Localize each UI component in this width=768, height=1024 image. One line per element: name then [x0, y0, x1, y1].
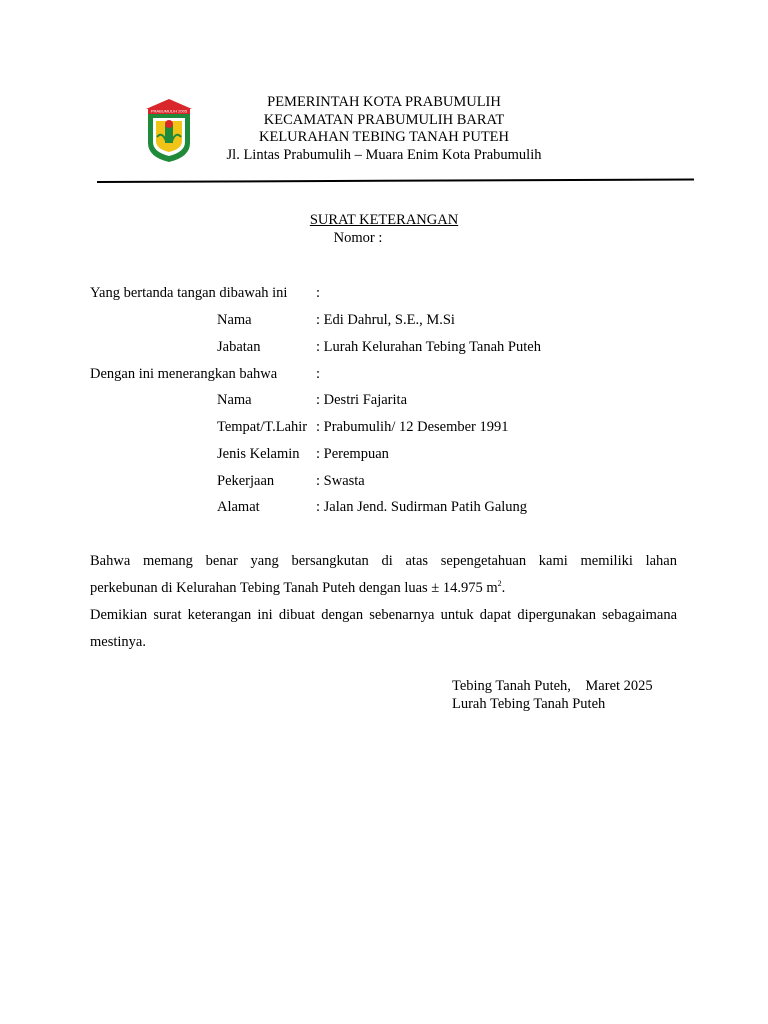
subject-intro-colon: :: [316, 366, 321, 382]
body-paragraph-1-line-2: perkebunan di Kelurahan Tebing Tanah Puteh dengan luas ± 14.975 m: [90, 580, 498, 596]
area-unit-superscript: 2: [497, 579, 502, 588]
closing-place-date: Tebing Tanah Puteh, Maret 2025: [452, 678, 653, 694]
letter-title: SURAT KETERANGAN: [309, 212, 459, 228]
body-paragraph-1: [90, 548, 677, 602]
subject-address-value: : Jalan Jend. Sudirman Patih Galung: [316, 499, 528, 515]
signer-name-value: : Edi Dahrul, S.E., M.Si: [316, 312, 455, 328]
closing-position: Lurah Tebing Tanah Puteh: [452, 696, 606, 712]
signer-intro-label: Yang bertanda tangan dibawah ini: [90, 285, 288, 301]
body-paragraph-2: Demikian surat keterangan ini dibuat dengan sebenarnya untuk dapat dipergunakan sebagaimana mestinya.: [90, 607, 677, 650]
letterhead-line-1: PEMERINTAH KOTA PRABUMULIH: [267, 94, 501, 110]
signer-position-value: : Lurah Kelurahan Tebing Tanah Puteh: [316, 339, 541, 355]
subject-intro-label: Dengan ini menerangkan bahwa: [90, 366, 278, 382]
letter-title-block: [0, 211, 768, 247]
closing-block: [452, 677, 653, 713]
subject-occupation-label: Pekerjaan: [217, 473, 275, 489]
signer-name-label: Nama: [217, 312, 252, 328]
letterhead-address: Jl. Lintas Prabumulih – Muara Enim Kota Prabumulih: [226, 146, 542, 163]
signer-intro-colon: :: [316, 285, 321, 301]
body-paragraph-1-end: .: [501, 580, 506, 596]
letterhead-divider: [97, 178, 694, 184]
subject-name-value: : Destri Fajarita: [316, 392, 408, 408]
emblem-logo-text: PRABUMULIH 2005: [150, 108, 188, 114]
subject-gender-value: : Perempuan: [316, 446, 389, 462]
letterhead: [180, 94, 588, 164]
letterhead-line-2: KECAMATAN PRABUMULIH BARAT: [263, 111, 505, 128]
subject-name-label: Nama: [217, 392, 252, 408]
subject-birth-label: Tempat/T.Lahir: [217, 419, 308, 435]
signer-position-label: Jabatan: [217, 339, 261, 355]
letterhead-line-3: KELURAHAN TEBING TANAH PUTEH: [258, 129, 510, 145]
letter-number-label: Nomor :: [333, 230, 383, 246]
letter-body: [90, 548, 677, 656]
subject-birth-value: : Prabumulih/ 12 Desember 1991: [316, 419, 509, 435]
subject-address-label: Alamat: [217, 499, 260, 515]
subject-gender-label: Jenis Kelamin: [217, 446, 300, 462]
body-paragraph-1-line-1: Bahwa memang benar yang bersangkutan di atas sepengetahuan kami memiliki lahan: [90, 553, 677, 569]
subject-occupation-value: : Swasta: [316, 473, 365, 489]
